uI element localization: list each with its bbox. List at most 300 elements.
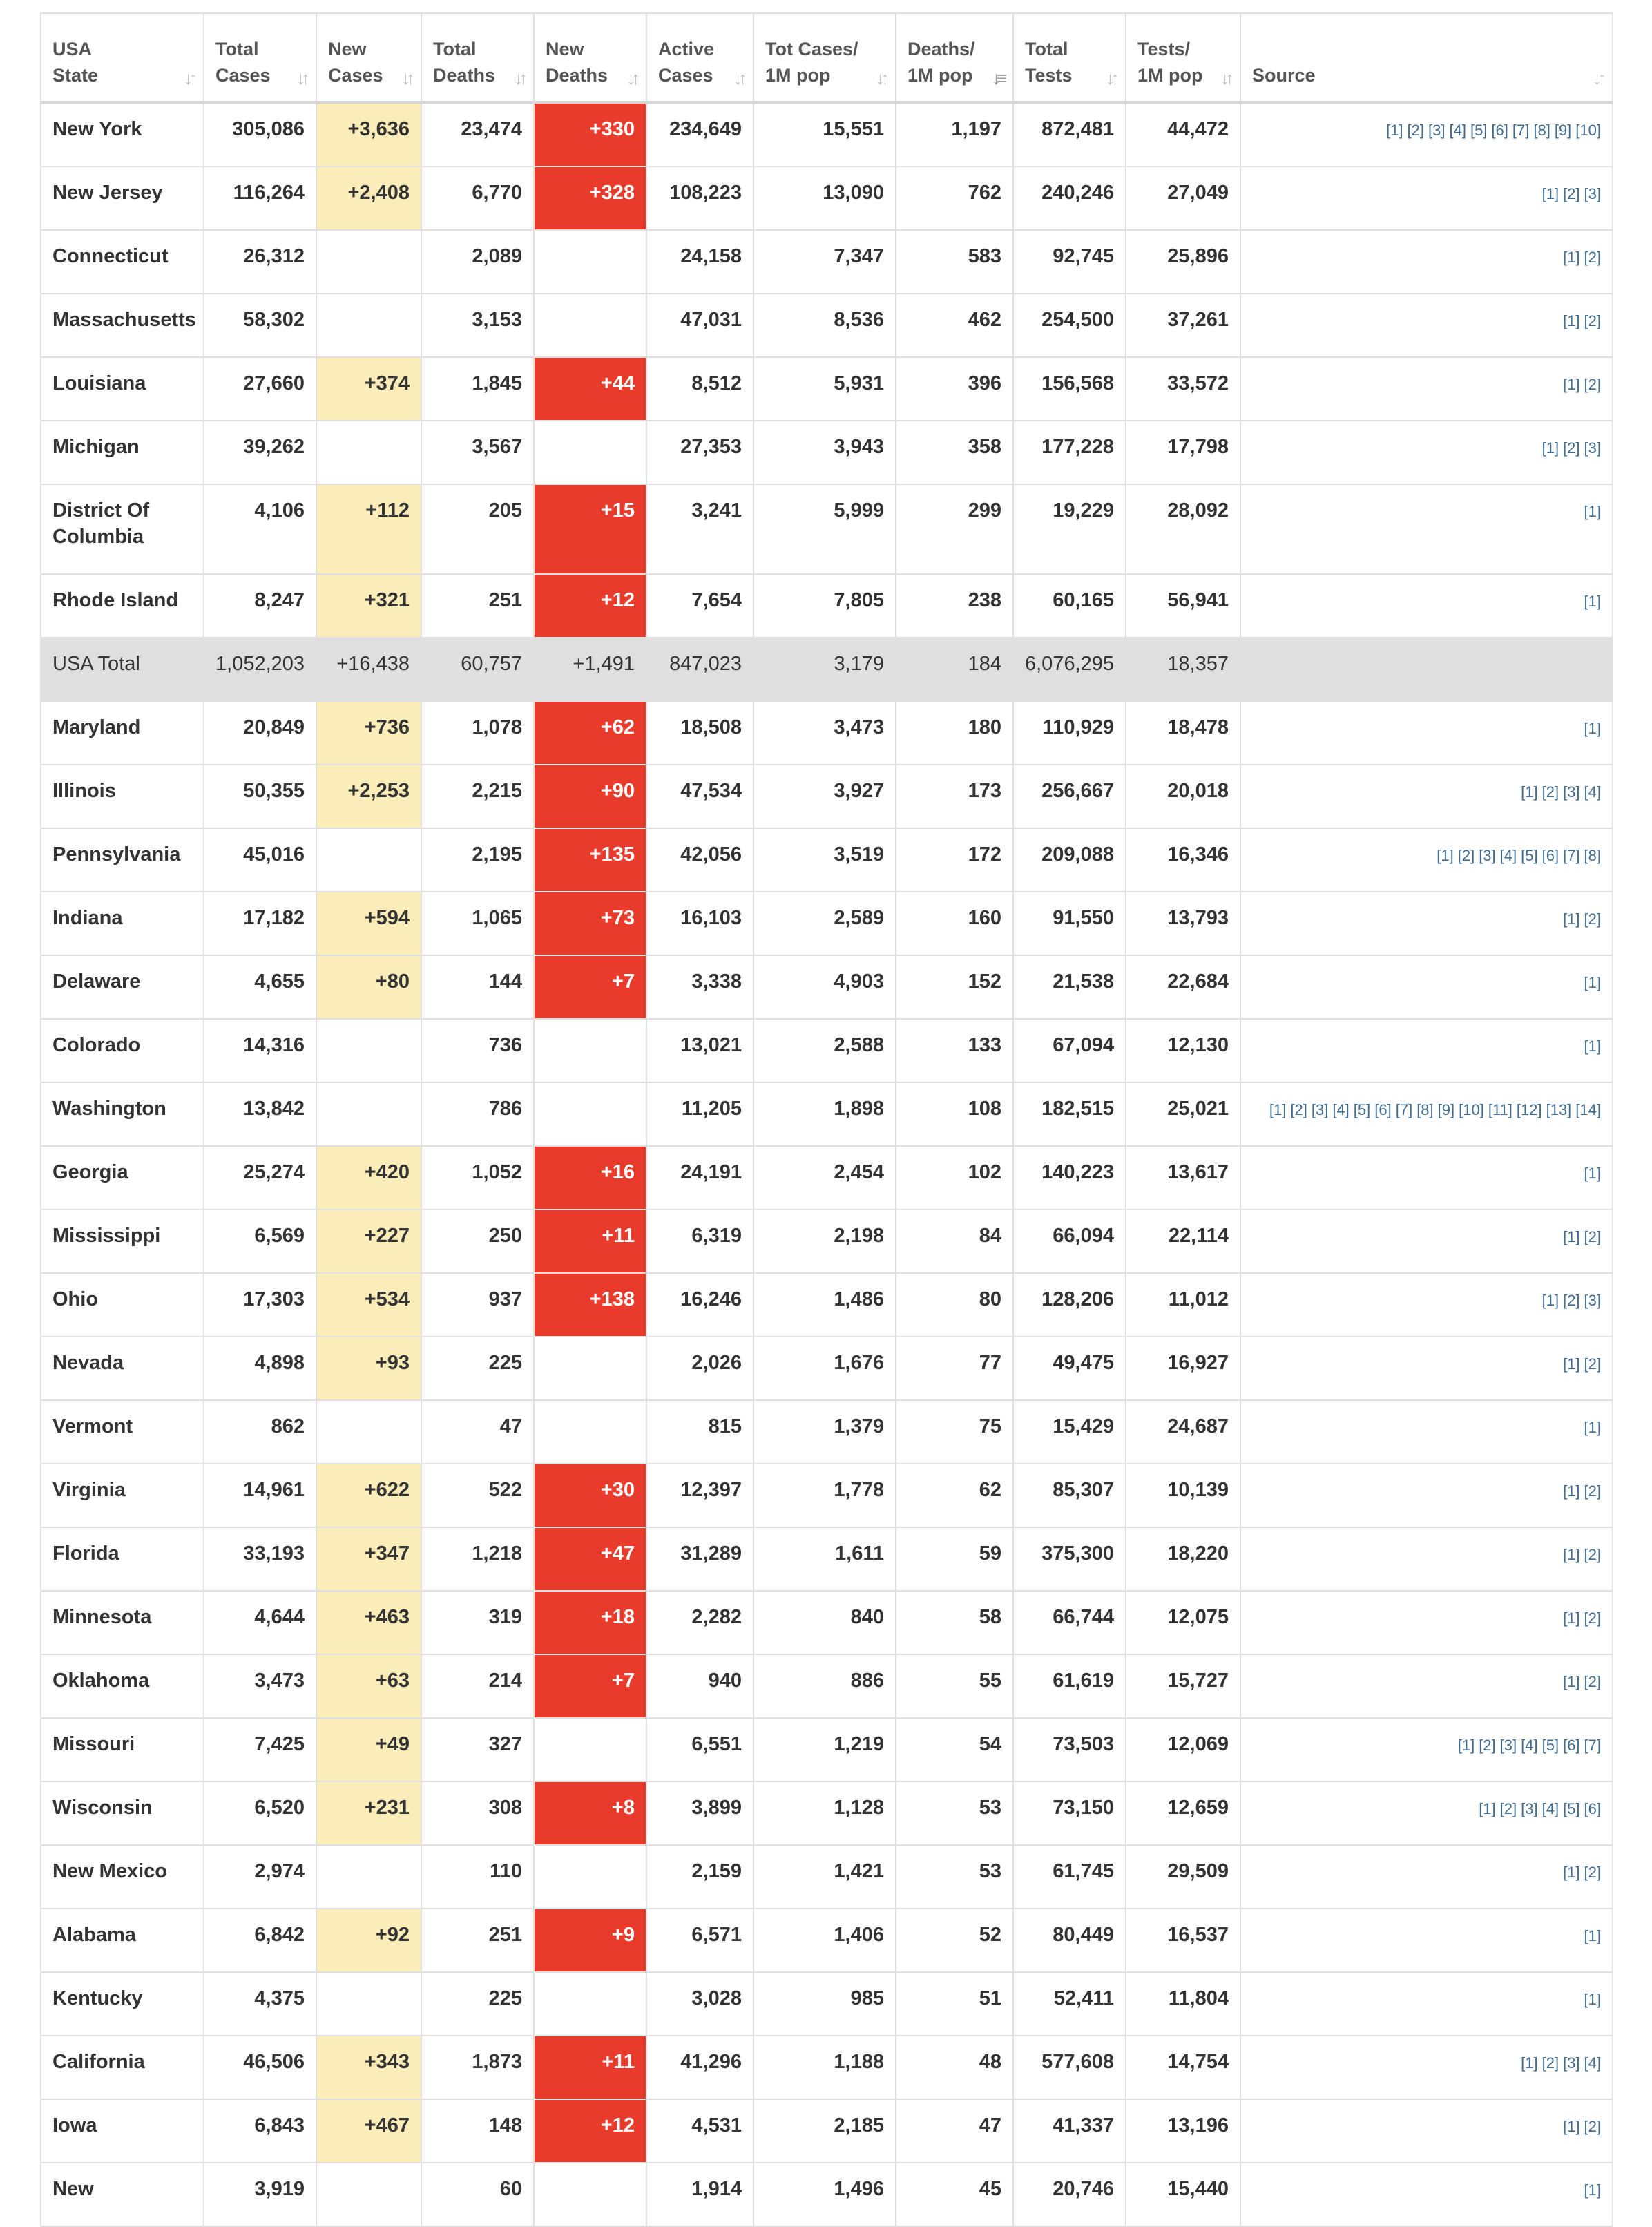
tests-cell: 85,307 xyxy=(1013,1464,1126,1527)
source-link[interactable]: [3] xyxy=(1499,1737,1517,1754)
cases-per-m-cell: 1,421 xyxy=(753,1845,896,1909)
source-link[interactable]: [1] xyxy=(1584,1927,1601,1944)
source-link[interactable]: [4] xyxy=(1499,847,1517,864)
active-cell: 31,289 xyxy=(646,1527,753,1591)
total-cases-cell: 25,274 xyxy=(204,1146,316,1210)
total-deaths-cell: 308 xyxy=(421,1781,534,1845)
table-row xyxy=(41,2163,1613,2226)
deaths-per-m-cell: 172 xyxy=(896,828,1013,892)
source-link[interactable]: [1] xyxy=(1584,2181,1601,2199)
new-deaths-cell: +30 xyxy=(534,1464,646,1527)
deaths-per-m-cell: 238 xyxy=(896,574,1013,638)
column-header-total-cases[interactable] xyxy=(204,13,316,102)
tests-per-m-cell: 16,346 xyxy=(1126,828,1240,892)
cases-per-m-cell: 2,454 xyxy=(753,1146,896,1210)
source-link[interactable]: [4] xyxy=(1541,1800,1559,1817)
state-name-cell: Georgia xyxy=(41,1146,204,1210)
source-link[interactable]: [7] xyxy=(1512,122,1530,139)
total-deaths-cell: 1,052 xyxy=(421,1146,534,1210)
source-links-cell xyxy=(1240,1591,1613,1654)
tests-cell: 60,165 xyxy=(1013,574,1126,638)
tests-cell: 577,608 xyxy=(1013,2036,1126,2099)
total-deaths-cell: 251 xyxy=(421,1909,534,1972)
total-cases-cell: 6,843 xyxy=(204,2099,316,2163)
source-link[interactable]: [8] xyxy=(1533,122,1550,139)
source-link[interactable]: [1] xyxy=(1386,122,1403,139)
total-deaths-cell: 3,153 xyxy=(421,294,534,357)
sort-icon[interactable]: ↓↑ xyxy=(296,68,306,88)
source-link[interactable]: [1] xyxy=(1563,1482,1580,1500)
source-link[interactable]: [1] xyxy=(1563,1546,1580,1563)
new-deaths-cell: +62 xyxy=(534,701,646,765)
source-link[interactable]: [10] xyxy=(1575,122,1601,139)
source-link[interactable]: [3] xyxy=(1584,1292,1601,1309)
source-link[interactable]: [1] xyxy=(1563,1355,1580,1373)
column-header-label: Tot Cases/ 1M pop xyxy=(765,39,858,86)
total-cases-cell: 50,355 xyxy=(204,765,316,828)
sort-icon[interactable]: ↓↑ xyxy=(514,68,524,88)
new-cases-cell xyxy=(316,828,421,892)
new-deaths-cell: +8 xyxy=(534,1781,646,1845)
source-links-cell xyxy=(1240,828,1613,892)
cases-per-m-cell: 2,198 xyxy=(753,1210,896,1273)
sort-icon[interactable]: ↓↑ xyxy=(1220,68,1230,88)
source-link[interactable]: [7] xyxy=(1395,1101,1413,1118)
cases-per-m-cell: 1,496 xyxy=(753,2163,896,2226)
new-cases-cell: +227 xyxy=(316,1210,421,1273)
source-link[interactable]: [2] xyxy=(1584,376,1601,393)
total-cases-cell: 17,303 xyxy=(204,1273,316,1337)
source-links-cell xyxy=(1240,1019,1613,1082)
tests-cell: 256,667 xyxy=(1013,765,1126,828)
new-cases-cell: +2,253 xyxy=(316,765,421,828)
state-name-cell: Missouri xyxy=(41,1718,204,1781)
source-link[interactable]: [2] xyxy=(1584,1355,1601,1373)
active-cell: 2,282 xyxy=(646,1591,753,1654)
state-name-cell: Ohio xyxy=(41,1273,204,1337)
total-deaths-cell: 225 xyxy=(421,1337,534,1400)
source-link[interactable]: [2] xyxy=(1584,910,1601,928)
state-name-cell: Massachusetts xyxy=(41,294,204,357)
source-link[interactable]: [1] xyxy=(1563,376,1580,393)
source-link[interactable]: [1] xyxy=(1541,439,1559,457)
table-row xyxy=(41,166,1613,230)
active-cell: 24,191 xyxy=(646,1146,753,1210)
tests-per-m-cell: 44,472 xyxy=(1126,102,1240,166)
source-link[interactable]: [2] xyxy=(1290,1101,1307,1118)
sort-icon[interactable]: ↓↑ xyxy=(184,68,193,88)
column-header-cases-per-million[interactable] xyxy=(753,13,896,102)
state-name-cell: Mississippi xyxy=(41,1210,204,1273)
tests-cell: 240,246 xyxy=(1013,166,1126,230)
total-deaths-cell: 250 xyxy=(421,1210,534,1273)
sort-icon[interactable]: ↓↑ xyxy=(876,68,885,88)
source-link[interactable]: [2] xyxy=(1584,1546,1601,1563)
source-link[interactable]: [1] xyxy=(1584,720,1601,737)
source-link[interactable]: [6] xyxy=(1584,1800,1601,1817)
source-link[interactable]: [2] xyxy=(1584,2118,1601,2135)
new-cases-cell: +420 xyxy=(316,1146,421,1210)
active-cell: 11,205 xyxy=(646,1082,753,1146)
source-link[interactable]: [3] xyxy=(1428,122,1446,139)
source-link[interactable]: [2] xyxy=(1584,1228,1601,1245)
source-link[interactable]: [11] xyxy=(1488,1101,1512,1118)
total-deaths-cell: 60 xyxy=(421,2163,534,2226)
column-header-label: Deaths/ 1M pop xyxy=(907,39,975,86)
source-link[interactable]: [2] xyxy=(1584,312,1601,329)
deaths-per-m-cell: 299 xyxy=(896,484,1013,574)
source-link[interactable]: [2] xyxy=(1407,122,1425,139)
new-deaths-cell: +9 xyxy=(534,1909,646,1972)
source-link[interactable]: [5] xyxy=(1541,1737,1559,1754)
sort-icon[interactable]: ↓↑ xyxy=(1593,68,1602,88)
tests-cell: 41,337 xyxy=(1013,2099,1126,2163)
tests-cell: 209,088 xyxy=(1013,828,1126,892)
deaths-per-m-cell: 75 xyxy=(896,1400,1013,1464)
deaths-per-m-cell: 51 xyxy=(896,1972,1013,2036)
new-deaths-cell: +1,491 xyxy=(534,638,646,701)
active-cell: 8,512 xyxy=(646,357,753,421)
source-link[interactable]: [5] xyxy=(1521,847,1538,864)
active-cell: 6,571 xyxy=(646,1909,753,1972)
source-link[interactable]: [2] xyxy=(1479,1737,1496,1754)
sort-descending-icon[interactable]: ↓≡ xyxy=(991,68,1003,88)
column-header-state[interactable] xyxy=(41,13,204,102)
active-cell: 2,159 xyxy=(646,1845,753,1909)
column-header-new-cases[interactable] xyxy=(316,13,421,102)
tests-cell: 156,568 xyxy=(1013,357,1126,421)
active-cell: 12,397 xyxy=(646,1464,753,1527)
source-link[interactable]: [5] xyxy=(1470,122,1488,139)
state-name-cell: New xyxy=(41,2163,204,2226)
active-cell: 2,026 xyxy=(646,1337,753,1400)
source-link[interactable]: [1] xyxy=(1269,1101,1287,1118)
source-link[interactable]: [4] xyxy=(1521,1737,1538,1754)
new-deaths-cell: +15 xyxy=(534,484,646,574)
source-link[interactable]: [3] xyxy=(1563,2054,1580,2072)
new-cases-cell xyxy=(316,294,421,357)
deaths-per-m-cell: 762 xyxy=(896,166,1013,230)
source-link[interactable]: [1] xyxy=(1563,1228,1580,1245)
state-name-cell: Colorado xyxy=(41,1019,204,1082)
source-link[interactable]: [2] xyxy=(1457,847,1475,864)
deaths-per-m-cell: 152 xyxy=(896,955,1013,1019)
new-deaths-cell: +11 xyxy=(534,2036,646,2099)
new-deaths-cell xyxy=(534,2163,646,2226)
tests-cell: 61,745 xyxy=(1013,1845,1126,1909)
total-deaths-cell: 225 xyxy=(421,1972,534,2036)
deaths-per-m-cell: 184 xyxy=(896,638,1013,701)
source-link[interactable]: [1] xyxy=(1584,593,1601,610)
active-cell: 41,296 xyxy=(646,2036,753,2099)
active-cell: 847,023 xyxy=(646,638,753,701)
total-deaths-cell: 1,845 xyxy=(421,357,534,421)
column-header-total-deaths[interactable] xyxy=(421,13,534,102)
tests-cell: 128,206 xyxy=(1013,1273,1126,1337)
total-cases-cell: 4,644 xyxy=(204,1591,316,1654)
new-cases-cell: +622 xyxy=(316,1464,421,1527)
source-links-cell xyxy=(1240,1781,1613,1845)
source-link[interactable]: [2] xyxy=(1584,1864,1601,1881)
new-deaths-cell xyxy=(534,421,646,484)
source-link[interactable]: [1] xyxy=(1563,1609,1580,1627)
source-link[interactable]: [2] xyxy=(1541,2054,1559,2072)
deaths-per-m-cell: 53 xyxy=(896,1845,1013,1909)
column-header-label: Total Cases xyxy=(215,39,271,86)
source-link[interactable]: [5] xyxy=(1353,1101,1371,1118)
new-deaths-cell: +11 xyxy=(534,1210,646,1273)
source-link[interactable]: [9] xyxy=(1437,1101,1455,1118)
column-header-total-tests[interactable] xyxy=(1013,13,1126,102)
source-link[interactable]: [7] xyxy=(1563,847,1580,864)
tests-per-m-cell: 12,075 xyxy=(1126,1591,1240,1654)
total-cases-cell: 20,849 xyxy=(204,701,316,765)
sort-icon[interactable]: ↓↑ xyxy=(401,68,411,88)
source-link[interactable]: [4] xyxy=(1584,2054,1601,2072)
sort-icon[interactable]: ↓↑ xyxy=(626,68,636,88)
source-links-cell xyxy=(1240,230,1613,294)
new-deaths-cell: +328 xyxy=(534,166,646,230)
source-link[interactable]: [2] xyxy=(1584,1609,1601,1627)
source-link[interactable]: [2] xyxy=(1541,783,1559,801)
total-cases-cell: 6,520 xyxy=(204,1781,316,1845)
total-deaths-cell: 3,567 xyxy=(421,421,534,484)
table-row xyxy=(41,421,1613,484)
deaths-per-m-cell: 53 xyxy=(896,1781,1013,1845)
source-link[interactable]: [1] xyxy=(1584,503,1601,520)
source-links-cell xyxy=(1240,1146,1613,1210)
table-row xyxy=(41,701,1613,765)
table-row xyxy=(41,2099,1613,2163)
source-links-cell xyxy=(1240,484,1613,574)
table-row xyxy=(41,1972,1613,2036)
source-link[interactable]: [1] xyxy=(1563,1673,1580,1690)
table-row xyxy=(41,1146,1613,1210)
column-header-label: Active Cases xyxy=(658,39,715,86)
new-cases-cell: +374 xyxy=(316,357,421,421)
table-row xyxy=(41,1718,1613,1781)
state-name-cell: Illinois xyxy=(41,765,204,828)
source-link[interactable]: [4] xyxy=(1332,1101,1350,1118)
deaths-per-m-cell: 160 xyxy=(896,892,1013,955)
table-row xyxy=(41,1464,1613,1527)
source-link[interactable]: [1] xyxy=(1437,847,1454,864)
new-deaths-cell xyxy=(534,294,646,357)
state-name-cell: Iowa xyxy=(41,2099,204,2163)
new-deaths-cell: +7 xyxy=(534,955,646,1019)
source-link[interactable]: [6] xyxy=(1563,1737,1580,1754)
source-link[interactable]: [9] xyxy=(1554,122,1572,139)
table-row xyxy=(41,230,1613,294)
column-header-active-cases[interactable] xyxy=(646,13,753,102)
active-cell: 42,056 xyxy=(646,828,753,892)
source-links-cell xyxy=(1240,1654,1613,1718)
source-link[interactable]: [12] xyxy=(1516,1101,1542,1118)
state-name-cell: USA Total xyxy=(41,638,204,701)
tests-cell: 19,229 xyxy=(1013,484,1126,574)
source-link[interactable]: [8] xyxy=(1416,1101,1434,1118)
source-link[interactable]: [1] xyxy=(1584,974,1601,991)
active-cell: 13,021 xyxy=(646,1019,753,1082)
source-link[interactable]: [1] xyxy=(1584,1165,1601,1182)
active-cell: 6,319 xyxy=(646,1210,753,1273)
source-link[interactable]: [4] xyxy=(1584,783,1601,801)
source-link[interactable]: [1] xyxy=(1563,2118,1580,2135)
state-name-cell: Alabama xyxy=(41,1909,204,1972)
cases-per-m-cell: 886 xyxy=(753,1654,896,1718)
column-header-label: New Deaths xyxy=(546,39,608,86)
source-link[interactable]: [6] xyxy=(1491,122,1508,139)
source-link[interactable]: [10] xyxy=(1459,1101,1484,1118)
source-link[interactable]: [1] xyxy=(1479,1800,1496,1817)
source-link[interactable]: [1] xyxy=(1541,1292,1559,1309)
source-link[interactable]: [1] xyxy=(1521,783,1538,801)
source-link[interactable]: [1] xyxy=(1584,1991,1601,2008)
source-link[interactable]: [3] xyxy=(1584,439,1601,457)
state-name-cell: Connecticut xyxy=(41,230,204,294)
cases-per-m-cell: 2,589 xyxy=(753,892,896,955)
cases-per-m-cell: 3,179 xyxy=(753,638,896,701)
cases-per-m-cell: 3,473 xyxy=(753,701,896,765)
active-cell: 6,551 xyxy=(646,1718,753,1781)
deaths-per-m-cell: 396 xyxy=(896,357,1013,421)
active-cell: 940 xyxy=(646,1654,753,1718)
active-cell: 234,649 xyxy=(646,102,753,166)
source-link[interactable]: [1] xyxy=(1563,1864,1580,1881)
total-cases-cell: 45,016 xyxy=(204,828,316,892)
source-links-cell xyxy=(1240,1464,1613,1527)
state-name-cell: Minnesota xyxy=(41,1591,204,1654)
state-name-cell: Virginia xyxy=(41,1464,204,1527)
source-link[interactable]: [1] xyxy=(1563,312,1580,329)
deaths-per-m-cell: 47 xyxy=(896,2099,1013,2163)
new-cases-cell: +3,636 xyxy=(316,102,421,166)
new-deaths-cell xyxy=(534,1337,646,1400)
active-cell: 47,534 xyxy=(646,765,753,828)
sort-icon[interactable]: ↓↑ xyxy=(733,68,743,88)
source-link[interactable]: [2] xyxy=(1584,249,1601,266)
new-cases-cell xyxy=(316,1082,421,1146)
source-link[interactable]: [2] xyxy=(1563,185,1580,202)
source-links-cell xyxy=(1240,102,1613,166)
source-link[interactable]: [2] xyxy=(1563,1292,1580,1309)
active-cell: 18,508 xyxy=(646,701,753,765)
total-cases-cell: 39,262 xyxy=(204,421,316,484)
new-deaths-cell: +90 xyxy=(534,765,646,828)
column-header-deaths-per-million[interactable] xyxy=(896,13,1013,102)
cases-per-m-cell: 840 xyxy=(753,1591,896,1654)
deaths-per-m-cell: 62 xyxy=(896,1464,1013,1527)
total-cases-cell: 13,842 xyxy=(204,1082,316,1146)
tests-cell: 66,094 xyxy=(1013,1210,1126,1273)
source-link[interactable]: [6] xyxy=(1374,1101,1392,1118)
source-link[interactable]: [3] xyxy=(1584,185,1601,202)
column-header-source[interactable] xyxy=(1240,13,1613,102)
source-link[interactable]: [2] xyxy=(1584,1482,1601,1500)
tests-per-m-cell: 33,572 xyxy=(1126,357,1240,421)
total-deaths-cell: 1,218 xyxy=(421,1527,534,1591)
total-deaths-cell: 2,215 xyxy=(421,765,534,828)
source-link[interactable]: [13] xyxy=(1546,1101,1572,1118)
new-deaths-cell: +44 xyxy=(534,357,646,421)
tests-per-m-cell: 56,941 xyxy=(1126,574,1240,638)
total-deaths-cell: 786 xyxy=(421,1082,534,1146)
table-row-usa-total xyxy=(41,638,1613,701)
source-link[interactable]: [1] xyxy=(1584,1419,1601,1436)
source-link[interactable]: [1] xyxy=(1521,2054,1538,2072)
source-links-cell xyxy=(1240,421,1613,484)
source-link[interactable]: [14] xyxy=(1575,1101,1601,1118)
total-deaths-cell: 6,770 xyxy=(421,166,534,230)
table-row xyxy=(41,1591,1613,1654)
sort-icon[interactable]: ↓↑ xyxy=(1106,68,1115,88)
total-deaths-cell: 1,873 xyxy=(421,2036,534,2099)
source-links-cell xyxy=(1240,1400,1613,1464)
tests-cell: 254,500 xyxy=(1013,294,1126,357)
deaths-per-m-cell: 59 xyxy=(896,1527,1013,1591)
state-name-cell: Rhode Island xyxy=(41,574,204,638)
new-deaths-cell xyxy=(534,1019,646,1082)
source-link[interactable]: [1] xyxy=(1563,249,1580,266)
total-cases-cell: 4,898 xyxy=(204,1337,316,1400)
column-header-new-deaths[interactable] xyxy=(534,13,646,102)
deaths-per-m-cell: 1,197 xyxy=(896,102,1013,166)
source-link[interactable]: [8] xyxy=(1584,847,1601,864)
column-header-label: Total Deaths xyxy=(433,39,496,86)
deaths-per-m-cell: 84 xyxy=(896,1210,1013,1273)
deaths-per-m-cell: 173 xyxy=(896,765,1013,828)
source-link[interactable]: [6] xyxy=(1541,847,1559,864)
state-name-cell: Nevada xyxy=(41,1337,204,1400)
deaths-per-m-cell: 52 xyxy=(896,1909,1013,1972)
source-link[interactable]: [1] xyxy=(1563,910,1580,928)
state-name-cell: Wisconsin xyxy=(41,1781,204,1845)
total-cases-cell: 17,182 xyxy=(204,892,316,955)
active-cell: 7,654 xyxy=(646,574,753,638)
table-row xyxy=(41,765,1613,828)
source-link[interactable]: [3] xyxy=(1521,1800,1538,1817)
source-link[interactable]: [4] xyxy=(1449,122,1466,139)
column-header-tests-per-million[interactable] xyxy=(1126,13,1240,102)
new-deaths-cell xyxy=(534,1400,646,1464)
source-link[interactable]: [3] xyxy=(1311,1101,1329,1118)
new-cases-cell xyxy=(316,1019,421,1082)
cases-per-m-cell: 8,536 xyxy=(753,294,896,357)
source-link[interactable]: [1] xyxy=(1584,1038,1601,1055)
source-link[interactable]: [7] xyxy=(1584,1737,1601,1754)
source-link[interactable]: [1] xyxy=(1457,1737,1475,1754)
total-cases-cell: 14,316 xyxy=(204,1019,316,1082)
tests-per-m-cell: 16,537 xyxy=(1126,1909,1240,1972)
source-link[interactable]: [3] xyxy=(1563,783,1580,801)
deaths-per-m-cell: 358 xyxy=(896,421,1013,484)
tests-per-m-cell: 22,684 xyxy=(1126,955,1240,1019)
tests-per-m-cell: 10,139 xyxy=(1126,1464,1240,1527)
new-deaths-cell: +330 xyxy=(534,102,646,166)
source-link[interactable]: [2] xyxy=(1499,1800,1517,1817)
new-deaths-cell: +12 xyxy=(534,2099,646,2163)
source-link[interactable]: [1] xyxy=(1541,185,1559,202)
total-cases-cell: 6,569 xyxy=(204,1210,316,1273)
source-link[interactable]: [2] xyxy=(1563,439,1580,457)
source-link[interactable]: [5] xyxy=(1563,1800,1580,1817)
source-link[interactable]: [2] xyxy=(1584,1673,1601,1690)
total-deaths-cell: 205 xyxy=(421,484,534,574)
total-cases-cell: 46,506 xyxy=(204,2036,316,2099)
source-link[interactable]: [3] xyxy=(1479,847,1496,864)
tests-per-m-cell: 11,012 xyxy=(1126,1273,1240,1337)
table-row xyxy=(41,1909,1613,1972)
